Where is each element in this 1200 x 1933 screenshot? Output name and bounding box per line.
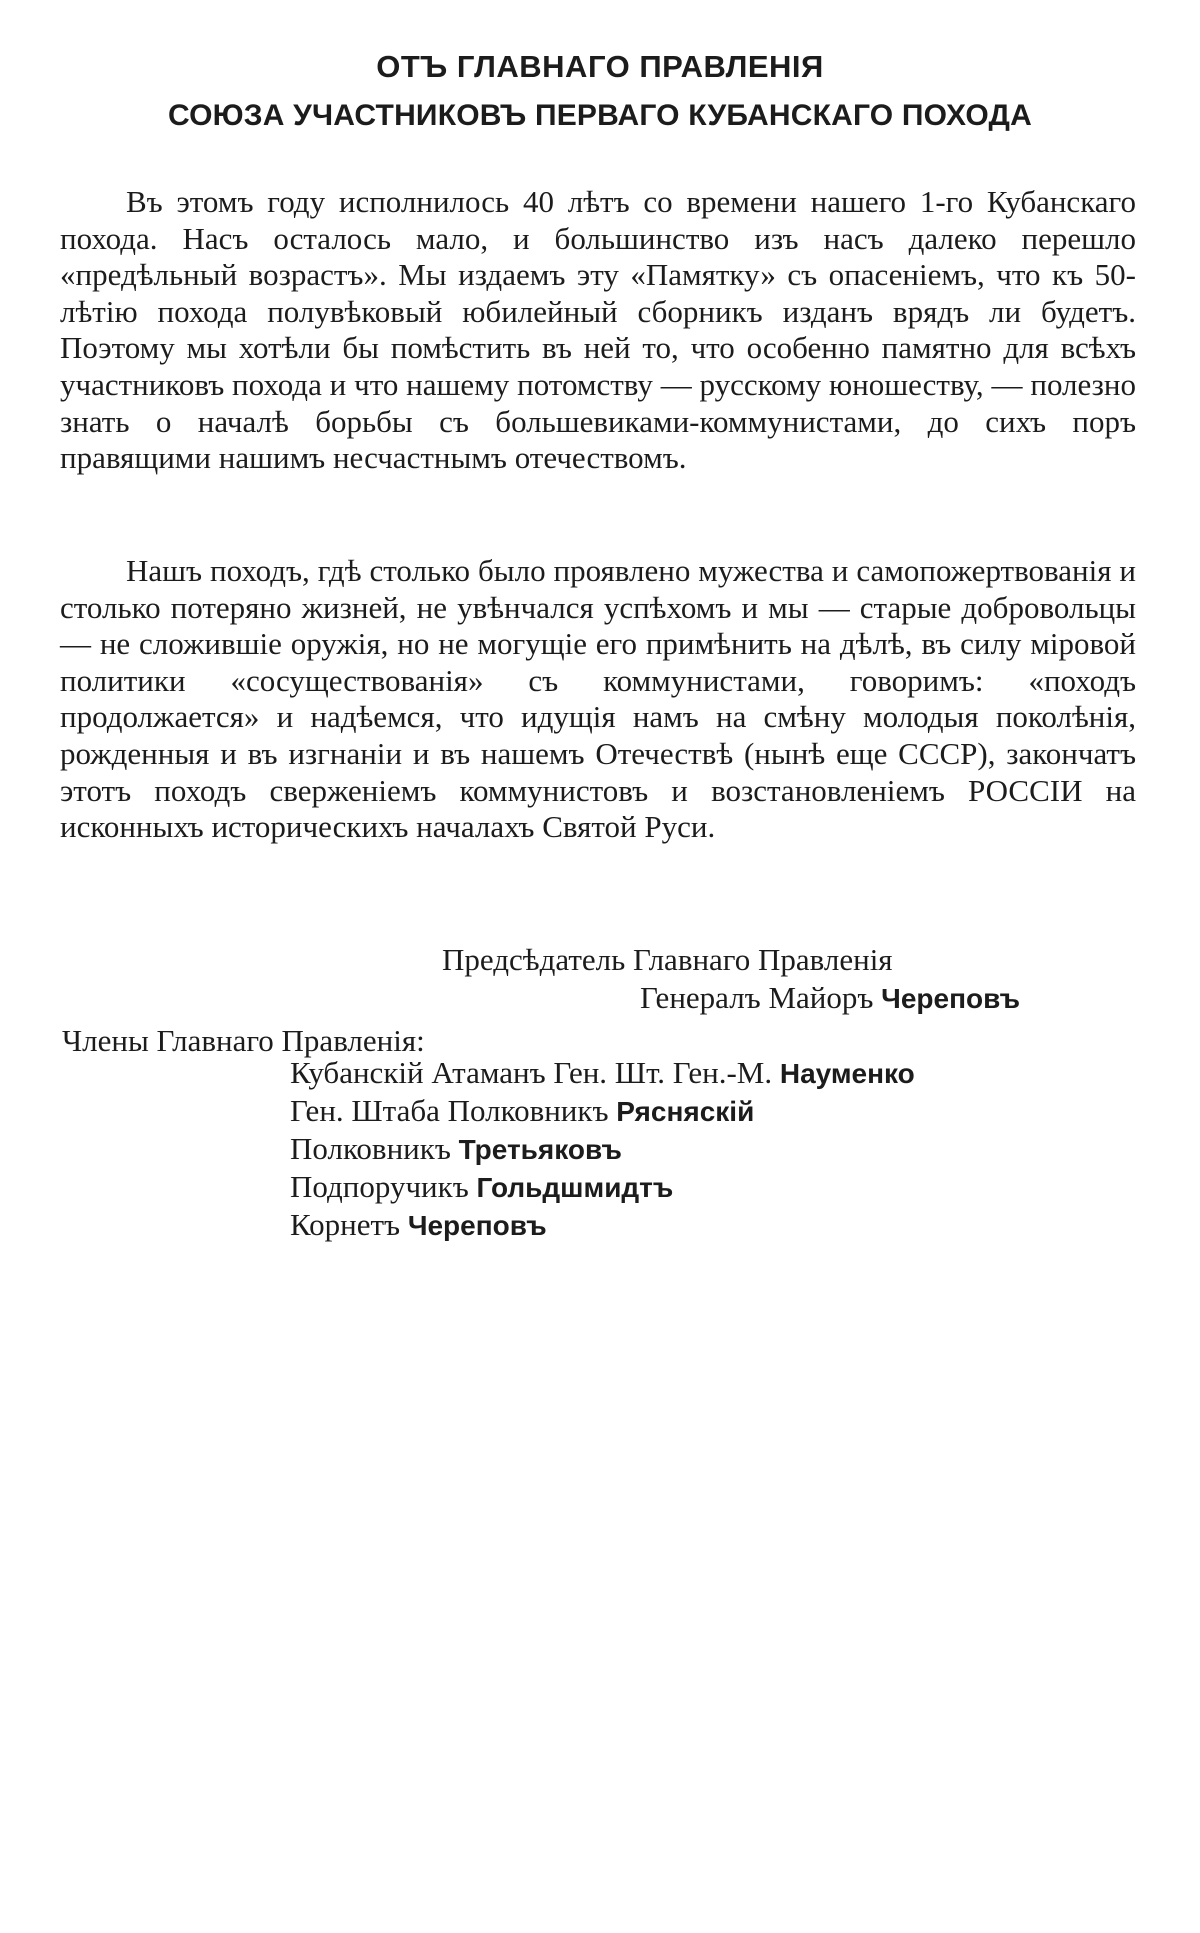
member-rank: Полковникъ [290, 1131, 451, 1166]
member-rank: Ген. Штаба Полковникъ [290, 1093, 609, 1128]
member-line [290, 1206, 547, 1244]
member-line [290, 1130, 622, 1168]
chair-title: Предсѣдатель Главнаго Правленія [442, 942, 893, 977]
member-line [290, 1092, 754, 1130]
heading-line-1: ОТЪ ГЛАВНАГО ПРАВЛЕНІЯ [376, 49, 824, 84]
member-rank: Кубанскій Атаманъ Ген. Шт. Ген.-М. [290, 1055, 773, 1090]
member-name: Третьяковъ [458, 1134, 622, 1165]
member-rank: Подпоручикъ [290, 1169, 469, 1204]
member-rank: Корнетъ [290, 1207, 401, 1242]
chair-name: Череповъ [881, 983, 1021, 1014]
body-paragraph-2: Нашъ походъ, гдѣ столько было проявлено мужества и самопожертвованія и столько потеряно жизней, не увѣнчался успѣхомъ и мы — старые добровольцы — не сложившіе оружія, но не могущіе его примѣнить на дѣлѣ, въ силу міровой политики «сосуществованія» съ коммунистами, говоримъ: «походъ продолжается» и надѣемся, что идущія намъ на смѣну молодыя поколѣнія, рожденныя и въ изгнаніи и въ нашемъ Отечествѣ (нынѣ еще СССР), закончатъ этотъ походъ сверженіемъ коммунистовъ и возстановленіемъ РОССІИ на исконныхъ историческихъ началахъ Святой Руси. [60, 553, 1136, 845]
body-paragraph-1: Въ этомъ году исполнилось 40 лѣтъ со времени нашего 1-го Кубанскаго похода. Насъ осталось мало, и большинство изъ насъ далеко перешло «предѣльный возрастъ». Мы издаемъ эту «Памятку» съ опасеніемъ, что къ 50-лѣтію похода полувѣковый юбилейный сборникъ изданъ врядъ ли будетъ. Поэтому мы хотѣли бы помѣстить въ ней то, что особенно памятно для всѣхъ участниковъ похода и что нашему потомству — русскому юношеству, — полезно знать о началѣ борьбы съ большевиками-коммунистами, до сихъ поръ правящими нашимъ несчастнымъ отечествомъ. [60, 184, 1136, 476]
chair-signature [640, 979, 1020, 1017]
member-name: Рясняскій [616, 1096, 755, 1127]
members-label: Члены Главнаго Правленія: [62, 1023, 425, 1058]
heading-line-2: СОЮЗА УЧАСТНИКОВЪ ПЕРВАГО КУБАНСКАГО ПОХОДА [167, 99, 1032, 132]
chair-rank: Генералъ Майоръ [640, 980, 874, 1015]
member-line [290, 1054, 915, 1092]
member-name: Череповъ [407, 1210, 547, 1241]
member-line [290, 1168, 673, 1206]
member-name: Науменко [779, 1058, 915, 1089]
member-name: Гольдшмидтъ [476, 1172, 674, 1203]
